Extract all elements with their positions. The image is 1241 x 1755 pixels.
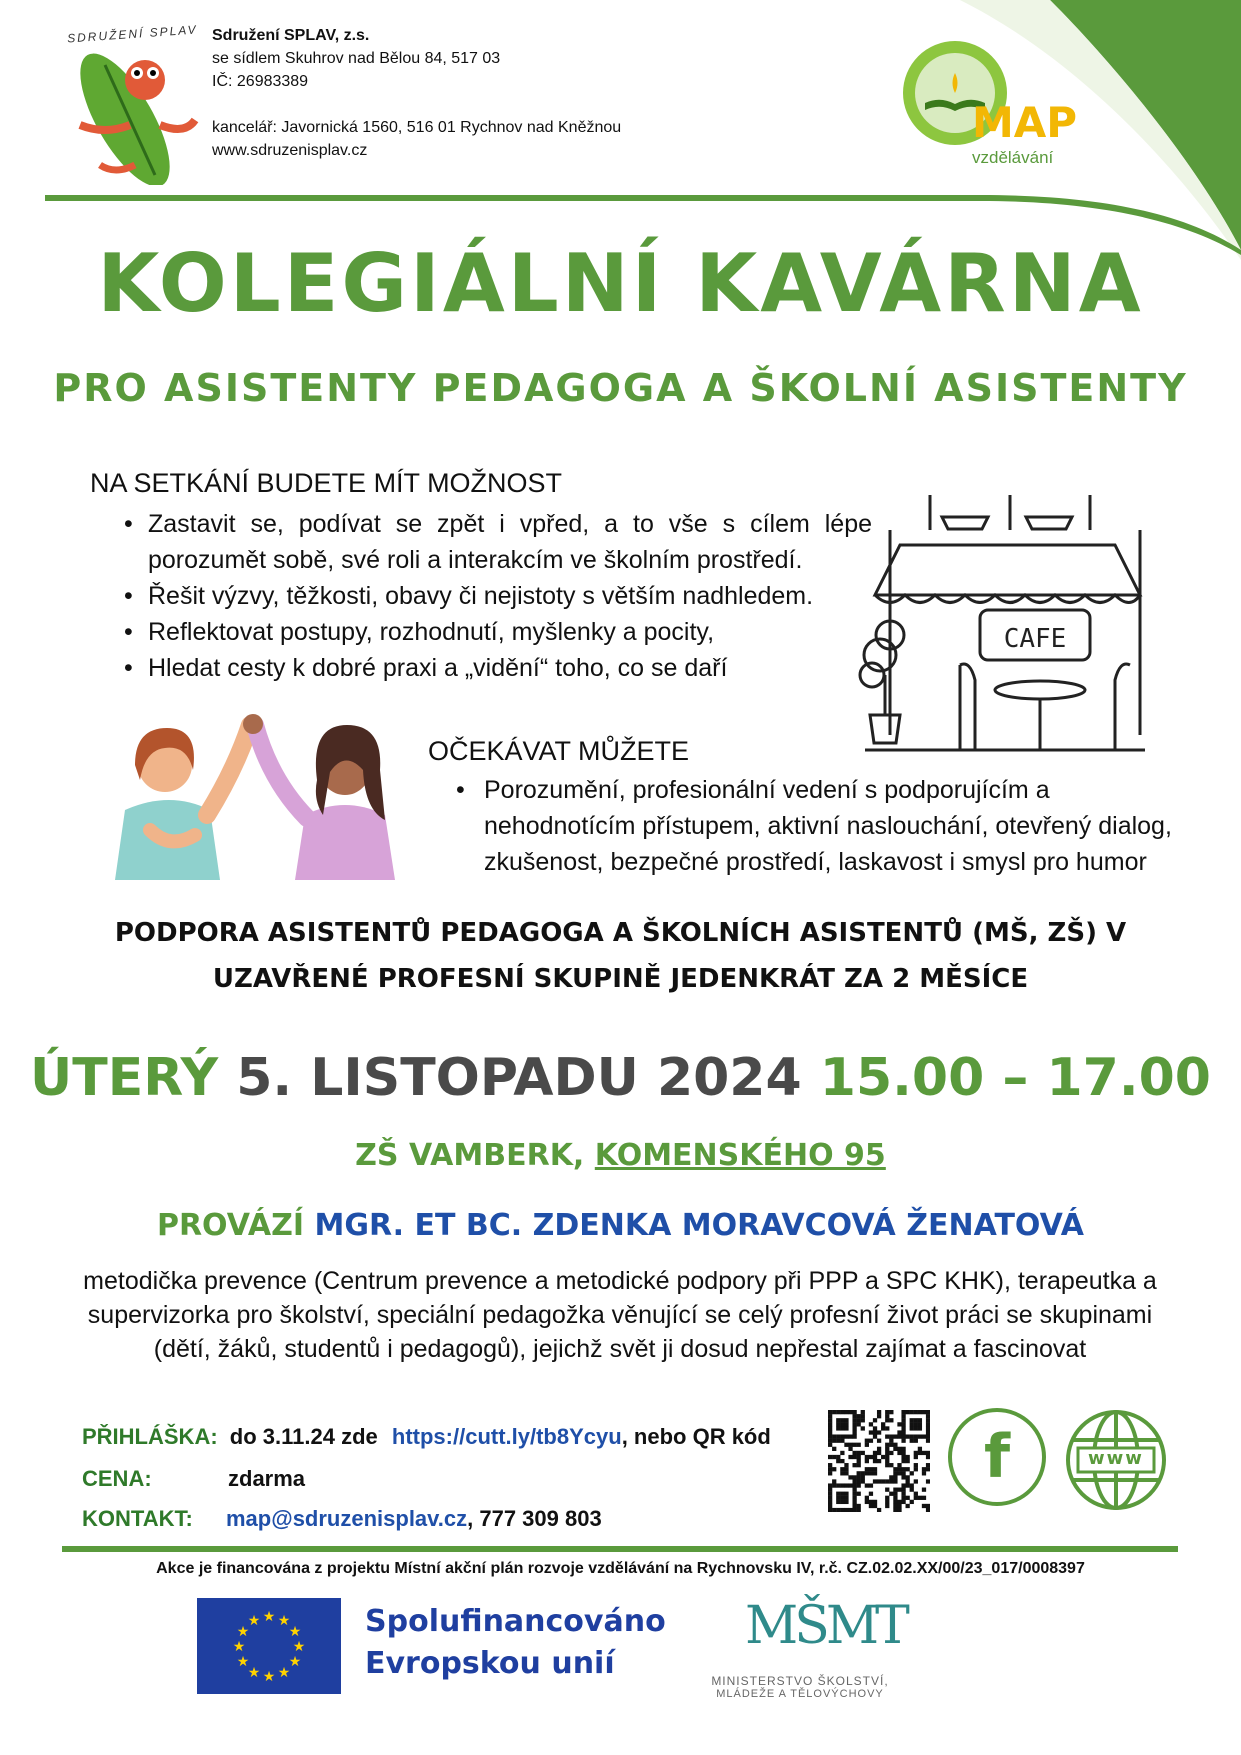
msmt-line-2: MLÁDEŽE A TĚLOVÝCHOVY xyxy=(716,1688,884,1700)
event-time: 15.00 – 17.00 xyxy=(819,1048,1211,1108)
price-label: CENA: xyxy=(82,1466,152,1491)
section1-heading: NA SETKÁNÍ BUDETE MÍT MOŽNOST xyxy=(90,468,563,498)
event-place xyxy=(0,1138,1241,1173)
section2-heading: OČEKÁVAT MŮŽETE xyxy=(428,736,690,766)
list-item: • Reflektovat postupy, rozhodnutí, myšlenky a pocity, xyxy=(120,614,872,650)
section2-list xyxy=(452,772,1182,880)
price-row xyxy=(82,1466,152,1492)
map-logo-title: MAP xyxy=(972,98,1078,147)
registration-label: PŘIHLÁŠKA: xyxy=(82,1424,218,1449)
eu-star-icon: ★ xyxy=(288,1623,302,1639)
registration-link[interactable]: https://cutt.ly/tb8Ycyu xyxy=(391,1424,622,1449)
list-item: • Porozumění, profesionální vedení s podporujícím a nehodnotícím přístupem, aktivní naslouchání, otevřený dialog, zkušenost, bezpečné prostředí, laskavost i smysl pro humor xyxy=(452,772,1182,880)
eu-star-icon: ★ xyxy=(262,1608,276,1624)
guide-label: PROVÁZÍ xyxy=(156,1208,305,1243)
eu-star-icon: ★ xyxy=(236,1623,250,1639)
contact-details xyxy=(226,1506,602,1532)
splav-logo xyxy=(45,22,205,185)
contact-email[interactable]: map@sdruzenisplav.cz xyxy=(226,1506,468,1531)
eu-line-1: Spolufinancováno xyxy=(365,1604,666,1639)
header-block xyxy=(212,24,732,162)
cafe-sign: CAFE xyxy=(1003,624,1067,654)
page-title: KOLEGIÁLNÍ KAVÁRNA xyxy=(97,237,1144,330)
facebook-icon[interactable] xyxy=(948,1408,1046,1506)
event-guide xyxy=(0,1208,1241,1243)
guide-bio: metodička prevence (Centrum prevence a metodické podpory při PPP a SPC KHK), terapeutka a supervizorka pro školství, speciální pedagožka věnující se celý profesní život práci se skupinami (dětí, žáků, studentů i pedagogů), jejichž svět ji dosud nepřestal zajímat a fascinovat xyxy=(83,1267,1157,1363)
list-item: • Hledat cesty k dobré praxi a „vidění“ toho, co se daří xyxy=(120,650,872,686)
support-line-2: UZAVŘENÉ PROFESNÍ SKUPINĚ JEDENKRÁT ZA 2 MĚSÍCE xyxy=(212,964,1029,994)
contact-row xyxy=(82,1506,193,1532)
contact-label: KONTAKT: xyxy=(82,1506,193,1531)
map-logo-subtitle: vzdělávání xyxy=(972,148,1054,167)
event-date: 5. LISTOPADU 2024 xyxy=(236,1048,802,1108)
high-five-illustration xyxy=(95,710,425,880)
org-office: kancelář: Javornická 1560, 516 01 Rychnov nad Kněžnou xyxy=(212,119,622,136)
section1-list xyxy=(120,506,872,686)
eu-star-icon: ★ xyxy=(232,1638,246,1654)
eu-star-icon: ★ xyxy=(292,1638,306,1654)
registration-suffix: , nebo QR kód xyxy=(621,1424,771,1449)
event-datetime xyxy=(0,1048,1241,1108)
qr-code[interactable] xyxy=(828,1410,930,1512)
registration-text: do 3.11.24 zde xyxy=(229,1424,378,1449)
msmt-line-1: MINISTERSTVO ŠKOLSTVÍ, xyxy=(711,1674,889,1688)
eu-star-icon: ★ xyxy=(247,1663,261,1680)
eu-flag xyxy=(197,1598,341,1694)
web-icon[interactable] xyxy=(1064,1408,1168,1512)
splav-logo-text: SDRUŽENÍ SPLAV xyxy=(66,22,199,46)
page-subtitle: PRO ASISTENTY PEDAGOGA A ŠKOLNÍ ASISTENTY xyxy=(53,366,1188,410)
eu-star-icon: ★ xyxy=(262,1668,276,1684)
list-item: • Zastavit se, podívat se zpět i vpřed, a to vše s cílem lépe porozumět sobě, své roli a interakcím ve školním prostředí. xyxy=(120,506,872,578)
price-value: zdarma xyxy=(228,1466,306,1491)
eu-star-icon: ★ xyxy=(288,1653,302,1669)
guide-name: MGR. ET BC. ZDENKA MORAVCOVÁ ŽENATOVÁ xyxy=(314,1208,1085,1243)
msmt-logo: MŠMT xyxy=(745,1596,906,1656)
list-item: • Řešit výzvy, těžkosti, obavy či nejistoty s větším nadhledem. xyxy=(120,578,872,614)
org-address: se sídlem Skuhrov nad Bělou 84, 517 03 xyxy=(212,50,501,67)
eu-line-2: Evropskou unií xyxy=(365,1646,615,1681)
eu-star-icon: ★ xyxy=(247,1612,261,1629)
funding-note: Akce je financována z projektu Místní akční plán rozvoje vzdělávání na Rychnovsku IV, r.č. CZ.02.02.XX/00/23_017/0008397 xyxy=(156,1560,1085,1577)
map-logo xyxy=(900,38,1100,178)
footer-divider xyxy=(62,1546,1178,1552)
support-line-1: PODPORA ASISTENTŮ PEDAGOGA A ŠKOLNÍCH ASISTENTŮ (MŠ, ZŠ) V xyxy=(114,918,1127,948)
contact-phone: , 777 309 803 xyxy=(467,1506,602,1531)
event-day: ÚTERÝ xyxy=(30,1048,219,1108)
org-ico: IČ: 26983389 xyxy=(212,73,309,90)
cafe-illustration xyxy=(850,495,1150,765)
eu-star-icon: ★ xyxy=(236,1653,250,1669)
place-street: KOMENSKÉHO 95 xyxy=(594,1138,886,1173)
web-glyph: www xyxy=(1088,1448,1144,1469)
eu-star-icon: ★ xyxy=(277,1663,291,1680)
facebook-glyph: f xyxy=(983,1422,1011,1492)
eu-star-icon: ★ xyxy=(277,1612,291,1629)
org-name: Sdružení SPLAV, z.s. xyxy=(212,27,370,44)
place-prefix: ZŠ VAMBERK, xyxy=(355,1138,585,1173)
registration-row xyxy=(82,1424,771,1450)
org-web-link[interactable]: www.sdruzenisplav.cz xyxy=(212,142,368,159)
